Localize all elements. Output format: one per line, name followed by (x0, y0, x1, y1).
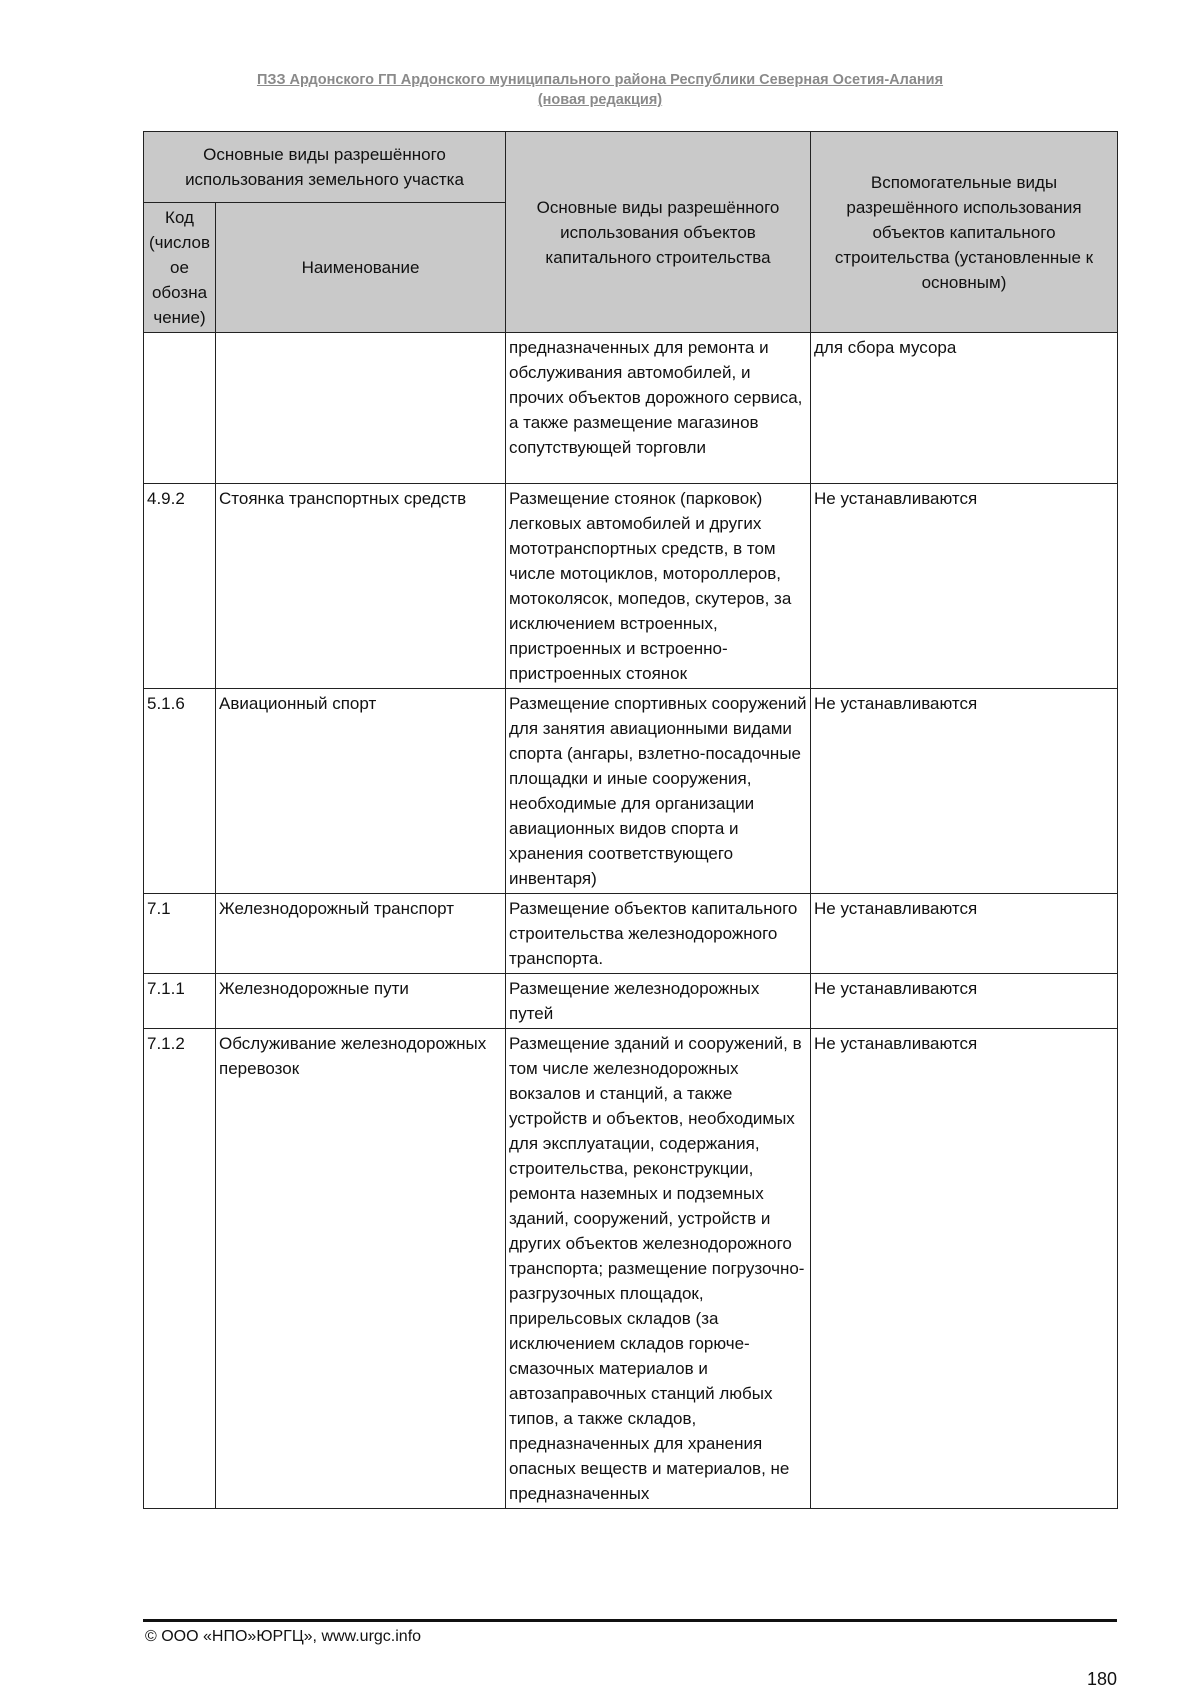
row-main-kinds: Размещение зданий и сооружений, в том числе железнодорожных вокзалов и станций, а также устройств и объектов, необходимых для эксплуатации, содержания, строительства, реконструкции, ремонта наземных и подземных зданий, сооружений, устройств и других объектов железнодорожного транспорта; размещение погрузочно-разгрузочных площадок, прирельсовых складов (за исключением складов горюче-смазочных материалов и автозаправочных станций любых типов, а также складов, предназначенных для хранения опасных веществ и материалов, не предназначенных (506, 1029, 811, 1509)
row-code: 4.9.2 (144, 484, 216, 689)
row-code (144, 333, 216, 484)
table-row (144, 689, 1118, 894)
header-main-kinds: Основные виды разрешённого использования объектов капитального строительства (506, 132, 811, 333)
header-code: Код (числов ое обозна чение) (144, 203, 216, 333)
row-code: 7.1.1 (144, 974, 216, 1029)
row-aux-kinds: для сбора мусора (811, 333, 1118, 484)
row-main-kinds: Размещение спортивных сооружений для занятия авиационными видами спорта (ангары, взлетно-посадочные площадки и иные сооружения, необходимые для организации авиационных видов спорта и хранения соответствующего инвентаря) (506, 689, 811, 894)
footer-copyright: © ООО «НПО»ЮРГЦ», www.urgc.info (145, 1628, 422, 1645)
row-aux-kinds: Не устанавливаются (811, 484, 1118, 689)
header-title: ПЗЗ Ардонского ГП Ардонского муниципального района Республики Северная Осетия-Алания (256, 72, 944, 88)
row-name: Железнодорожный транспорт (216, 894, 506, 974)
page-number: 180 (1086, 1669, 1117, 1689)
header-land-group: Основные виды разрешённого использования земельного участка (144, 132, 506, 203)
footer-divider (143, 1619, 1117, 1622)
table-row (144, 484, 1118, 689)
header-name: Наименование (216, 203, 506, 333)
row-aux-kinds: Не устанавливаются (811, 974, 1118, 1029)
row-code: 7.1.2 (144, 1029, 216, 1509)
row-code: 7.1 (144, 894, 216, 974)
row-aux-kinds: Не устанавливаются (811, 689, 1118, 894)
row-name: Авиационный спорт (216, 689, 506, 894)
row-name: Железнодорожные пути (216, 974, 506, 1029)
row-aux-kinds: Не устанавливаются (811, 1029, 1118, 1509)
header-subtitle: (новая редакция) (537, 92, 663, 108)
page-header (0, 70, 1200, 110)
table-row (144, 894, 1118, 974)
table-row (144, 974, 1118, 1029)
row-main-kinds: Размещение стоянок (парковок) легковых автомобилей и других мототранспортных средств, в том числе мотоциклов, мотороллеров, мотоколясок, мопедов, скутеров, за исключением встроенных, пристроенных и встроенно-пристроенных стоянок (506, 484, 811, 689)
row-main-kinds: Размещение объектов капитального строительства железнодорожного транспорта. (506, 894, 811, 974)
row-main-kinds: предназначенных для ремонта и обслуживания автомобилей, и прочих объектов дорожного сервиса, а также размещение магазинов сопутствующей торговли (506, 333, 811, 484)
row-name (216, 333, 506, 484)
table-row (144, 1029, 1118, 1509)
row-aux-kinds: Не устанавливаются (811, 894, 1118, 974)
table-row (144, 333, 1118, 484)
row-code: 5.1.6 (144, 689, 216, 894)
row-main-kinds: Размещение железнодорожных путей (506, 974, 811, 1029)
row-name: Обслуживание железнодорожных перевозок (216, 1029, 506, 1509)
header-aux-kinds: Вспомогательные виды разрешённого использования объектов капитального строительства (установленные к основным) (811, 132, 1118, 333)
land-use-table (143, 131, 1118, 1509)
table-header-row-1 (144, 132, 1118, 203)
row-name: Стоянка транспортных средств (216, 484, 506, 689)
